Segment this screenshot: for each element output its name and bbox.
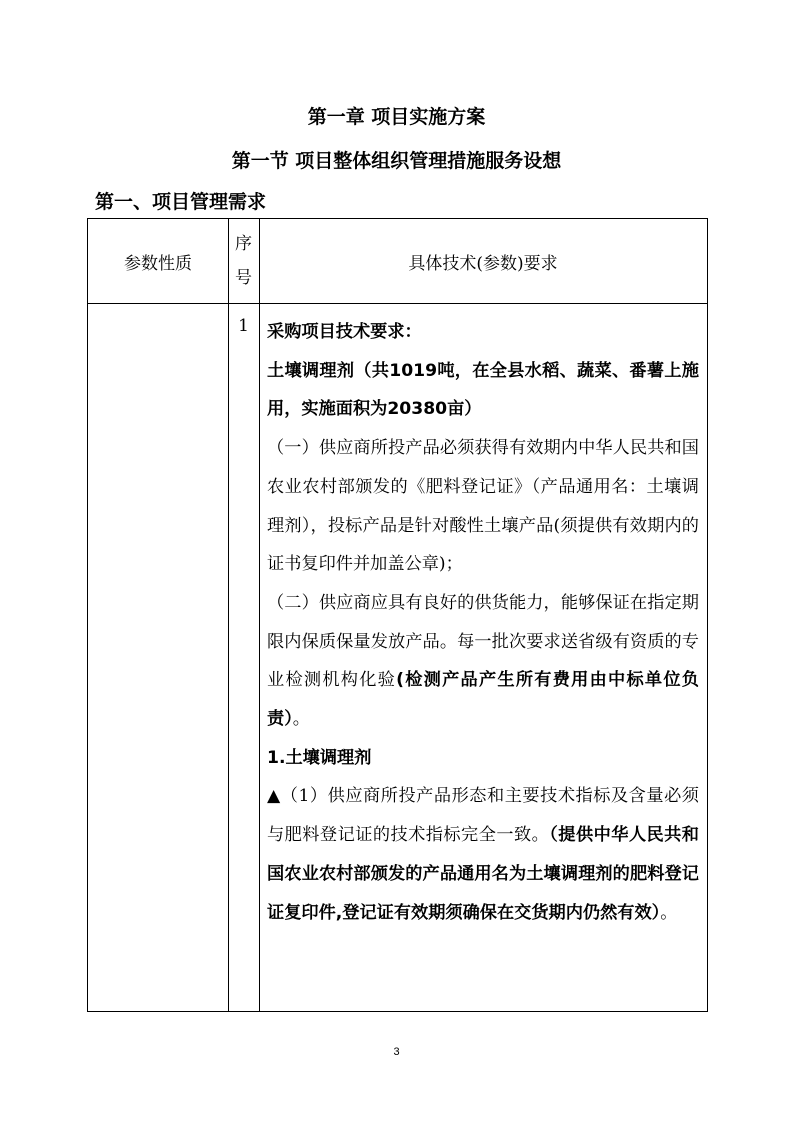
- requirement-item-3: [267, 777, 699, 932]
- product-heading: 1.土壤调理剂: [267, 747, 372, 768]
- requirement-item-3-end: 。: [660, 902, 678, 923]
- requirement-item-3-bold: （提供中华人民共和国农业农村部颁发的产品通用名为土壤调理剂的肥料登记证复印件,登记证有效期须确保在交货期内仍然有效）: [267, 825, 699, 923]
- header-serial-number-line2: 号: [235, 268, 252, 288]
- requirement-item-2-end: 。: [292, 709, 310, 730]
- column-divider: [228, 219, 229, 1011]
- requirement-item-2-bold: (检测产品产生所有费用由中标单位负责）: [267, 670, 699, 730]
- page-number: 3: [393, 1046, 400, 1058]
- requirement-item-2-text: （二）供应商应具有良好的供货能力，能够保证在指定期限内保质保量发放产品。每一批次要求送省级有资质的专业检测机构化验: [267, 592, 699, 691]
- requirements-table: [87, 218, 708, 1012]
- header-divider: [88, 303, 707, 304]
- header-serial-number: [228, 227, 259, 295]
- requirement-item-1: （一）供应商所投产品必须获得有效期内中华人民共和国农业农村部颁发的《肥料登记证》（产品通用名：土壤调理剂），投标产品是针对酸性土壤产品(须提供有效期内的证书复印件并加盖公章)；: [267, 438, 699, 575]
- product-summary: 土壤调理剂（共1019吨，在全县水稻、蔬菜、番薯上施用，实施面积为20380亩）: [267, 360, 699, 420]
- row-serial-number: 1: [238, 316, 249, 336]
- chapter-title: 第一章 项目实施方案: [307, 106, 486, 128]
- header-serial-number-line1: 序: [235, 234, 252, 254]
- requirement-item-3-text: ▲（1）供应商所投产品形态和主要技术指标及含量必须与肥料登记证的技术指标完全一致。: [267, 786, 699, 846]
- column-divider: [259, 219, 260, 1011]
- header-param-nature: 参数性质: [124, 253, 192, 274]
- section-title: 第一节 项目整体组织管理措施服务设想: [231, 150, 562, 172]
- requirements-cell: [267, 313, 699, 932]
- header-requirements: 具体技术(参数)要求: [408, 253, 558, 274]
- requirement-item-2: [267, 584, 699, 739]
- subsection-heading: 第一、项目管理需求: [95, 191, 267, 213]
- procurement-requirements-title: 采购项目技术要求：: [267, 322, 422, 342]
